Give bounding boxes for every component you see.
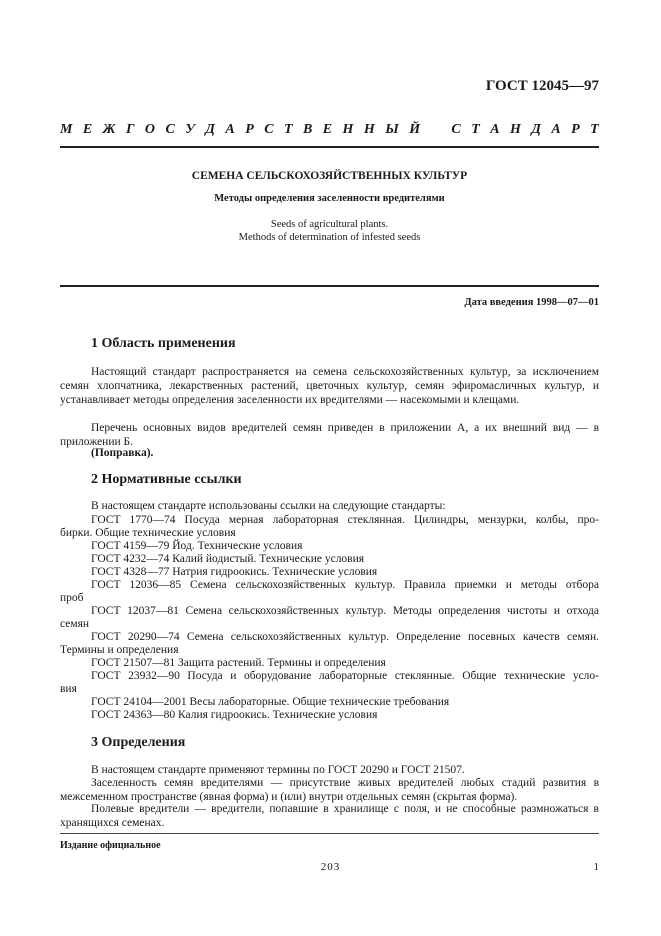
banner-letter: Ы: [385, 122, 399, 137]
document-title: СЕМЕНА СЕЛЬСКОХОЗЯЙСТВЕННЫХ КУЛЬТУР: [191, 170, 468, 182]
reference-7a: ГОСТ 20290—74 Семена сельскохозяйственных культур. Определение посевных качеств семян.: [91, 631, 599, 643]
reference-5b: проб: [60, 592, 84, 604]
banner-letter: Н: [363, 122, 375, 137]
reference-7b: Термины и определения: [60, 644, 179, 656]
banner-letter: Е: [322, 122, 333, 137]
reference-3: ГОСТ 4232—74 Калий йодистый. Технические условия: [91, 553, 365, 565]
banner-letter: А: [490, 122, 500, 137]
reference-4: ГОСТ 4328—77 Натрия гидроокись. Технические условия: [91, 566, 378, 578]
header-rule: [60, 146, 599, 148]
reference-2: ГОСТ 4159—79 Йод. Технические условия: [91, 540, 303, 552]
reference-10: ГОСТ 24104—2001 Весы лабораторные. Общие технические требования: [91, 696, 450, 708]
english-title-line-2: Methods of determination of infested seeds: [238, 232, 421, 243]
banner-letter: Г: [125, 122, 135, 137]
section-2-intro: В настоящем стандарте использованы ссылки на следующие стандарты:: [91, 500, 446, 512]
banner-letter: А: [551, 122, 561, 137]
section-2-heading: 2 Нормативные ссылки: [91, 472, 242, 487]
section-1-paragraph-1: Настоящий стандарт распространяется на семена сельскохозяйственных культур, за исключением семян хлопчатника, лекарственных растений, цветочных культур, семян эфиромасличных культур, и устанавливает методы определения заселенности их вредителями — насекомыми и клещами.: [60, 366, 599, 406]
banner-letter: С: [451, 122, 461, 137]
banner-letter: Т: [590, 122, 599, 137]
banner-letter: Н: [342, 122, 354, 137]
banner-letter: Т: [471, 122, 480, 137]
sheet-number: 1: [593, 861, 599, 873]
reference-6b: семян: [60, 618, 90, 630]
section-3-paragraph-2: Заселенность семян вредителями — присутствие живых вредителей любых стадий развития в межсеменном пространстве (явная форма) и (или) внутри отдельных семян (скрытая форма).: [60, 777, 599, 803]
reference-8: ГОСТ 21507—81 Защита растений. Термины и определения: [91, 657, 386, 669]
english-title-line-1: Seeds of agricultural plants.: [270, 219, 389, 230]
reference-9a: ГОСТ 23932—90 Посуда и оборудование лабораторные стеклянные. Общие технические усло-: [91, 670, 599, 682]
banner-letter: В: [302, 122, 313, 137]
banner-letter: Т: [283, 122, 293, 137]
banner-letter: Е: [82, 122, 93, 137]
banner-letter: Ж: [102, 122, 116, 137]
reference-5a: ГОСТ 12036—85 Семена сельскохозяйственных культур. Правила приемки и методы отбора: [91, 579, 599, 591]
reference-6a: ГОСТ 12037—81 Семена сельскохозяйственных культур. Методы определения чистоты и отхода: [91, 605, 599, 617]
reference-9b: вия: [60, 683, 77, 695]
footer-rule: [60, 833, 599, 834]
banner-letter: Н: [509, 122, 521, 137]
reference-11: ГОСТ 24363—80 Калия гидроокись. Технические условия: [91, 709, 378, 721]
section-1-paragraph-2: Перечень основных видов вредителей семян приведен в приложении А, а их внешний вид — в приложении Б.: [60, 422, 599, 448]
section-3-paragraph-3: Полевые вредители — вредители, попавшие в хранилище с поля, и не способные размножаться в хранящихся семенах.: [60, 803, 599, 829]
banner-letter: Й: [409, 122, 421, 137]
section-3-paragraph-1: В настоящем стандарте применяют термины по ГОСТ 20290 и ГОСТ 21507.: [91, 764, 465, 776]
banner-letter: Р: [571, 122, 580, 137]
official-edition-label: Издание официальное: [60, 840, 161, 851]
banner-letter: А: [225, 122, 235, 137]
reference-1a: ГОСТ 1770—74 Посуда мерная лабораторная стеклянная. Цилиндры, мензурки, колбы, про-: [91, 514, 599, 526]
introduction-date: Дата введения 1998—07—01: [464, 297, 599, 308]
title-rule: [60, 285, 599, 287]
reference-1b: бирки. Общие технические условия: [60, 527, 236, 539]
document-code: ГОСТ 12045—97: [485, 78, 599, 94]
banner-letter: У: [185, 122, 195, 137]
page-number: 203: [320, 861, 341, 873]
standard-banner: [60, 122, 599, 138]
section-3-heading: 3 Определения: [91, 735, 186, 750]
banner-letter: С: [165, 122, 175, 137]
section-1-amendment: (Поправка).: [91, 447, 154, 459]
document-subtitle: Методы определения заселенности вредителями: [214, 193, 445, 204]
banner-letter: М: [60, 122, 73, 137]
banner-letter: Р: [245, 122, 254, 137]
banner-letter: Д: [531, 122, 541, 137]
banner-letter: С: [264, 122, 274, 137]
banner-letter: О: [144, 122, 155, 137]
english-title: [60, 218, 599, 244]
banner-letter: Д: [205, 122, 215, 137]
section-1-heading: 1 Область применения: [91, 336, 236, 351]
